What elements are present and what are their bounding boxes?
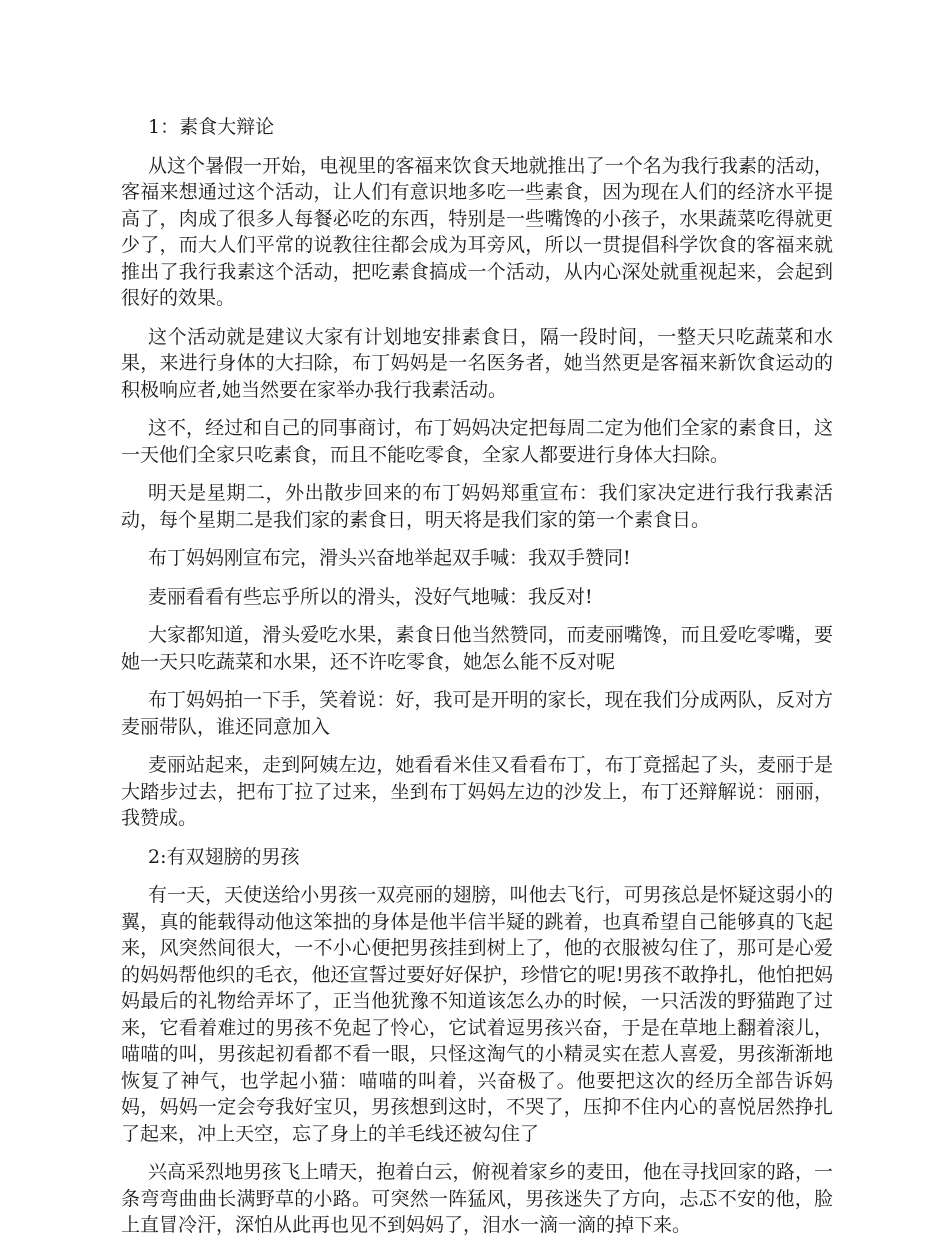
section-2 <box>121 844 833 1239</box>
paragraph: 明天是星期二，外出散步回来的布丁妈妈郑重宣布：我们家决定进行我行我素活动，每个星期二是我们家的素食日，明天将是我们家的第一个素食日。 <box>121 482 833 531</box>
paragraph: 布丁妈妈刚宣布完，滑头兴奋地举起双手喊：我双手赞同! <box>148 547 631 569</box>
paragraph: 兴高采烈地男孩飞上晴天，抱着白云，俯视着家乡的麦田，他在寻找回家的路，一条弯弯曲曲长满野草的小路。可突然一阵猛风，男孩迷失了方向，忐忑不安的他，脸上直冒冷汗，深怕从此再也见不到妈妈了，泪水一滴一滴的掉下来。 <box>121 1161 833 1236</box>
section-1 <box>121 114 833 832</box>
section-heading: 2:有双翅膀的男孩 <box>148 845 300 868</box>
paragraph: 这个活动就是建议大家有计划地安排素食日，隔一段时间，一整天只吃蔬菜和水果，来进行身体的大扫除，布丁妈妈是一名医务者，她当然更是客福来新饮食运动的积极响应者,她当然要在家举办我行我素活动。 <box>121 325 833 401</box>
paragraph: 这不，经过和自己的同事商讨，布丁妈妈决定把每周二定为他们全家的素食日，这一天他们全家只吃素食，而且不能吃零食，全家人都要进行身体大扫除。 <box>121 417 833 466</box>
paragraph: 有一天，天使送给小男孩一双亮丽的翅膀，叫他去飞行，可男孩总是怀疑这弱小的翼，真的能载得动他这笨拙的身体是他半信半疑的跳着，也真希望自己能够真的飞起来，风突然间很大，一不小心便把男孩挂到树上了，他的衣服被勾住了，那可是心爱的妈妈帮他织的毛衣，他还宣誓过要好好保护，珍惜它的呢!男孩不敢挣扎，他怕把妈妈最后的礼物给弄坏了，正当他犹豫不知道该怎么办的时候，一只活泼的野猫跑了过来，它看着难过的男孩不免起了怜心，它试着逗男孩兴奋，于是在草地上翻着滚儿，喵喵的叫，男孩起初看都不看一眼，只怪这淘气的小精灵实在惹人喜爱，男孩渐渐地恢复了神气，也学起小猫：喵喵的叫着，兴奋极了。他要把这次的经历全部告诉妈妈，妈妈一定会夸我好宝贝，男孩想到这时，不哭了，压抑不住内心的喜悦居然挣扎了起来，冲上天空，忘了身上的羊毛线还被勾住了 <box>121 884 833 1145</box>
paragraph: 麦丽站起来，走到阿姨左边，她看看米佳又看看布丁，布丁竟摇起了头，麦丽于是大踏步过去，把布丁拉了过来，坐到布丁妈妈左边的沙发上，布丁还辩解说：丽丽，我赞成。 <box>121 754 833 829</box>
paragraph: 从这个暑假一开始，电视里的客福来饮食天地就推出了一个名为我行我素的活动，客福来想通过这个活动，让人们有意识地多吃一些素食，因为现在人们的经济水平提高了，肉成了很多人每餐必吃的东西，特别是一些嘴馋的小孩子，水果蔬菜吃得就更少了，而大人们平常的说教往往都会成为耳旁风，所以一贯提倡科学饮食的客福来就推出了我行我素这个活动，把吃素食搞成一个活动，从内心深处就重视起来，会起到很好的效果。 <box>121 154 833 309</box>
section-heading: 1：素食大辩论 <box>148 116 275 138</box>
paragraph: 布丁妈妈拍一下手，笑着说：好，我可是开明的家长，现在我们分成两队，反对方麦丽带队，谁还同意加入 <box>121 689 833 738</box>
paragraph: 大家都知道，滑头爱吃水果，素食日他当然赞同，而麦丽嘴馋，而且爱吃零嘴，要她一天只吃蔬菜和水果，还不许吃零食，她怎么能不反对呢 <box>121 624 833 673</box>
paragraph: 麦丽看看有些忘乎所以的滑头，没好气地喊：我反对! <box>148 585 593 608</box>
